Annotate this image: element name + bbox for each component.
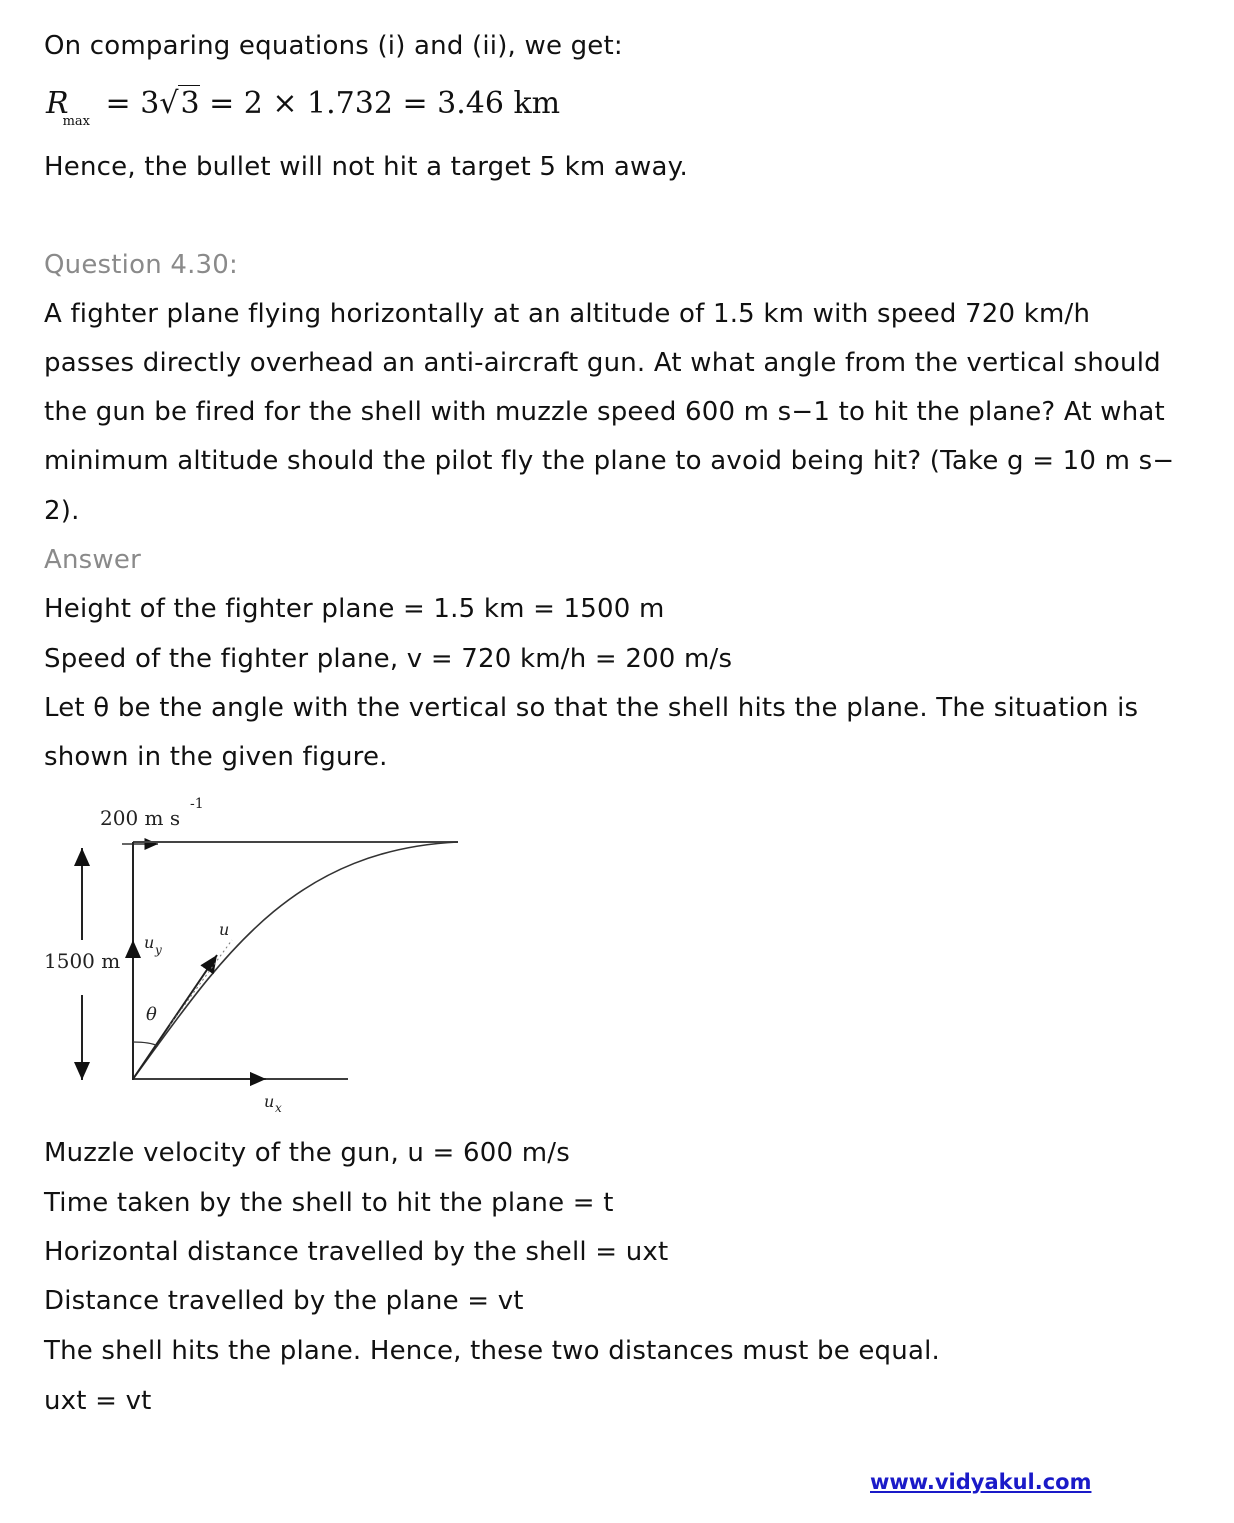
answer-line: Horizontal distance travelled by the shell = uxt (44, 1237, 669, 1267)
answer-line: shown in the given figure. (44, 742, 388, 772)
answer-line: Distance travelled by the plane = vt (44, 1286, 524, 1316)
equation-symbol: R (46, 86, 69, 121)
question-heading: Question 4.30: (44, 250, 239, 280)
equation-radicand: 3 (180, 86, 200, 121)
equation-part1: = 3 (96, 86, 160, 121)
question-line: 2). (44, 496, 80, 526)
equation-rest: = 2 × 1.732 = 3.46 km (199, 86, 561, 121)
answer-heading: Answer (44, 545, 141, 575)
range-equation (46, 86, 560, 130)
answer-line: Muzzle velocity of the gun, u = 600 m/s (44, 1138, 570, 1168)
height-label: 1500 m (44, 949, 121, 973)
answer-line: The shell hits the plane. Hence, these two distances must be equal. (44, 1336, 940, 1366)
answer-line: Speed of the fighter plane, v = 720 km/h = 200 m/s (44, 644, 733, 674)
ux-subscript: x (275, 1101, 282, 1115)
uy-label: u (144, 933, 155, 952)
answer-line: Time taken by the shell to hit the plane = t (44, 1188, 614, 1218)
projectile-figure (0, 780, 480, 1120)
vidyakul-link[interactable]: www.vidyakul.com (870, 1470, 1092, 1494)
speed-exponent: -1 (190, 796, 204, 812)
theta-label: θ (146, 1004, 157, 1025)
trajectory-curve (133, 842, 458, 1079)
sqrt-sign: √ (159, 86, 179, 121)
answer-line: Let θ be the angle with the vertical so that the shell hits the plane. The situation is (44, 693, 1139, 723)
u-extension (170, 940, 232, 1025)
comparing-text: On comparing equations (i) and (ii), we get: (44, 31, 623, 61)
answer-line: uxt = vt (44, 1386, 152, 1416)
ux-label: u (264, 1092, 275, 1111)
uy-subscript: y (155, 943, 162, 957)
conclusion-text: Hence, the bullet will not hit a target 5 km away. (44, 152, 688, 182)
question-line: minimum altitude should the pilot fly the plane to avoid being hit? (Take g = 10 m s− (44, 446, 1175, 476)
equation-subscript: max (62, 114, 91, 129)
question-line: the gun be fired for the shell with muzzle speed 600 m s−1 to hit the plane? At what (44, 397, 1165, 427)
answer-line: Height of the fighter plane = 1.5 km = 1500 m (44, 594, 665, 624)
question-line: passes directly overhead an anti-aircraft gun. At what angle from the vertical should (44, 348, 1161, 378)
theta-arc (133, 1042, 158, 1046)
u-label: u (219, 920, 230, 939)
speed-label: 200 m s (100, 806, 181, 830)
question-line: A fighter plane flying horizontally at an altitude of 1.5 km with speed 720 km/h (44, 299, 1091, 329)
